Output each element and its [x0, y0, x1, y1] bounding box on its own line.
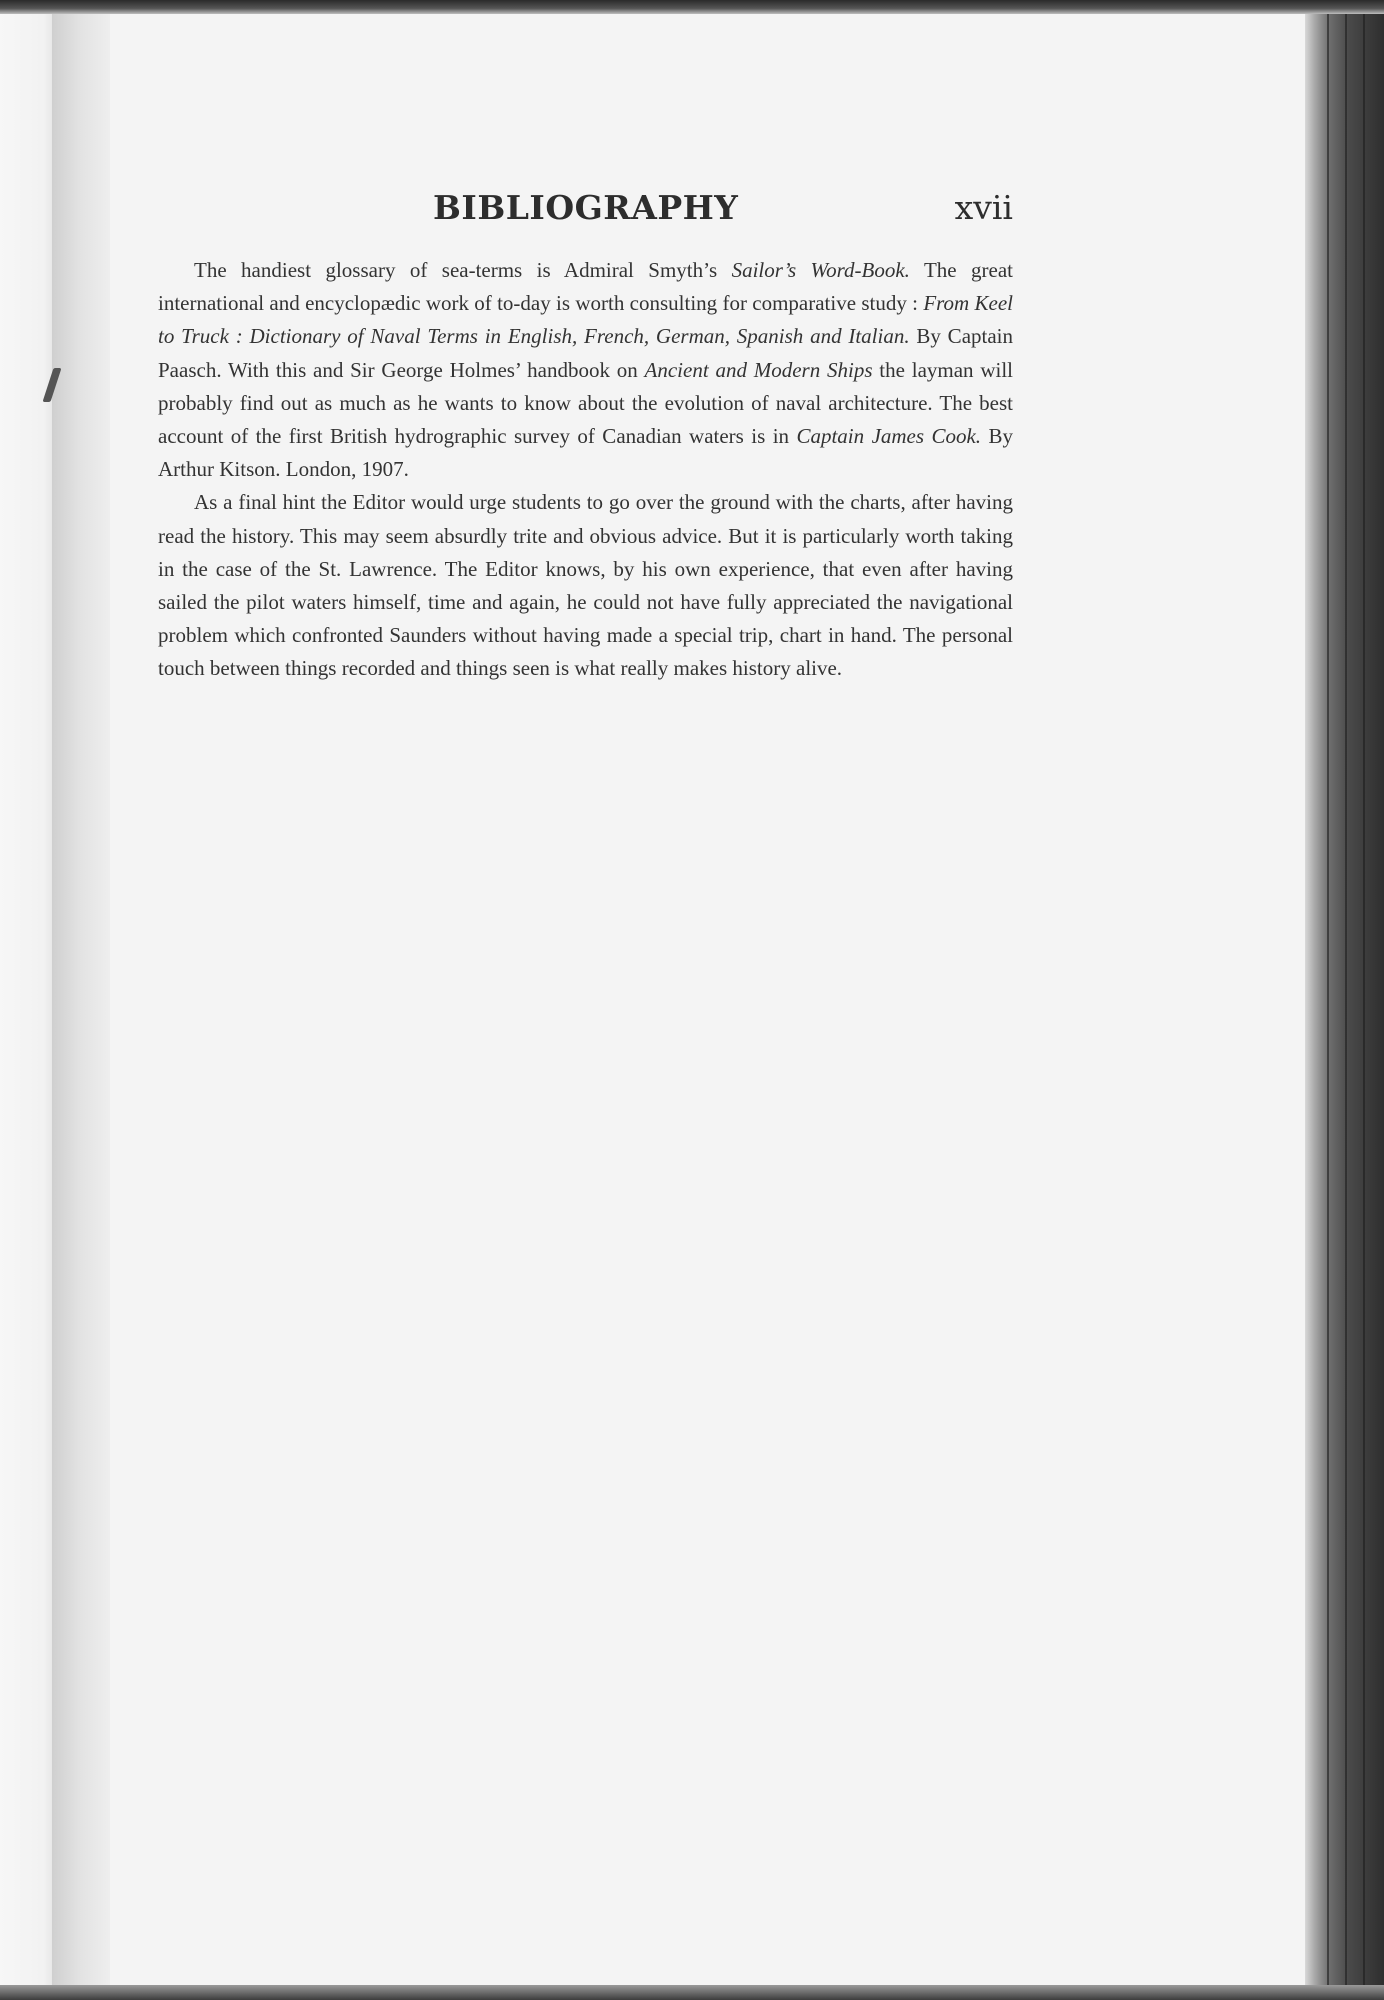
paragraph-2	[158, 486, 1013, 685]
bottom-scan-border	[0, 1985, 1384, 2000]
text-segment: By Captain Paasch. With this and Sir George Holmes’ handbook on	[158, 324, 1014, 382]
top-scan-border	[0, 0, 1384, 14]
body-text	[158, 254, 1013, 686]
running-title: BIBLIOGRAPHY	[433, 188, 739, 227]
book-gutter	[52, 10, 112, 1985]
book-title-captain-james-cook: Captain James Cook.	[796, 424, 982, 449]
book-title-ancient-and-modern-ships: Ancient and Modern Ships	[644, 357, 873, 382]
book-title-from-keel-to-truck: From Keel to Truck : Dictionary of Naval Terms in English, French, German, Spanish and Italian.	[158, 291, 1014, 349]
text-segment: The great international and encyclopædic work of to-day is worth consulting for comparative study :	[158, 258, 1013, 316]
page-header	[158, 188, 1013, 232]
text-segment: As a final hint the Editor would urge students to go over the ground with the charts, after having read the history. This may seem absurdly trite and obvious advice. But it is particularly worth taking in the case of the St. Lawrence. The Editor knows, by his own experience, that even after having sailed the pilot waters himself, time and again, he could not have fully appreciated the navigational problem which confronted Saunders without having made a special trip, chart in hand. The personal touch between things recorded and things seen is what really makes history alive.	[158, 490, 1013, 681]
text-segment: The handiest glossary of sea-terms is Admiral Smyth’s	[194, 258, 732, 282]
book-title-sailors-word-book: Sailor’s Word-Book.	[731, 258, 910, 282]
text-segment: By Arthur Kitson. London, 1907.	[158, 424, 1013, 482]
page-number: xvii	[954, 188, 1013, 227]
right-page-edges	[1305, 14, 1384, 1985]
text-segment: the layman will probably find out as much as he wants to know about the evolution of naval architecture. The best account of the first British hydrographic survey of Canadian waters is in	[158, 357, 1013, 449]
paragraph-1	[158, 254, 1013, 486]
